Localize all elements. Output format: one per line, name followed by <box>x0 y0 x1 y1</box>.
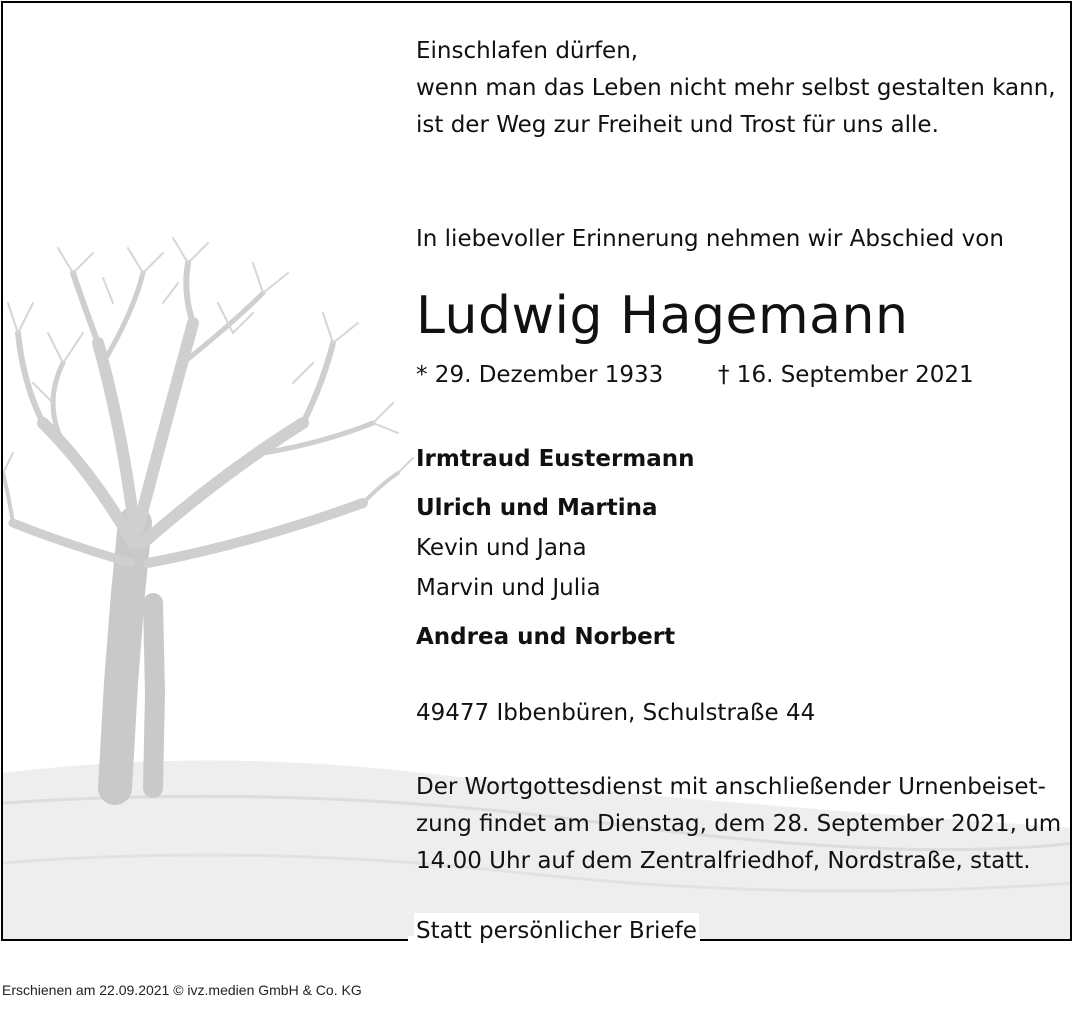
family-member: Kevin und Jana <box>416 535 587 561</box>
family-member: Marvin und Julia <box>416 575 601 601</box>
service-line: Der Wortgottesdienst mit anschließender Urnenbeiset- <box>416 774 1046 800</box>
birth-date: * 29. Dezember 1933 <box>416 362 664 388</box>
family-member: Irmtraud Eustermann <box>416 446 695 472</box>
family-member: Ulrich und Martina <box>416 495 658 521</box>
address: 49477 Ibbenbüren, Schulstraße 44 <box>416 700 816 726</box>
deceased-name: Ludwig Hagemann <box>416 286 909 346</box>
poem-line: ist der Weg zur Freiheit und Trost für uns alle. <box>416 112 939 138</box>
obituary-notice <box>1 1 1072 941</box>
publication-footer: Erschienen am 22.09.2021 © ivz.medien GmbH & Co. KG <box>2 982 362 998</box>
poem-line: wenn man das Leben nicht mehr selbst gestalten kann, <box>416 75 1056 101</box>
family-member: Andrea und Norbert <box>416 624 676 650</box>
poem <box>416 33 1056 144</box>
service-info <box>416 769 1061 880</box>
service-line: zung findet am Dienstag, dem 28. September 2021, um <box>416 811 1062 837</box>
poem-line: Einschlafen dürfen, <box>416 38 639 64</box>
death-date: † 16. September 2021 <box>718 362 974 388</box>
intro-text: In liebevoller Erinnerung nehmen wir Abschied von <box>416 226 1004 252</box>
closing-note: Statt persönlicher Briefe <box>414 913 699 950</box>
service-line: 14.00 Uhr auf dem Zentralfriedhof, Nordstraße, statt. <box>416 848 1031 874</box>
